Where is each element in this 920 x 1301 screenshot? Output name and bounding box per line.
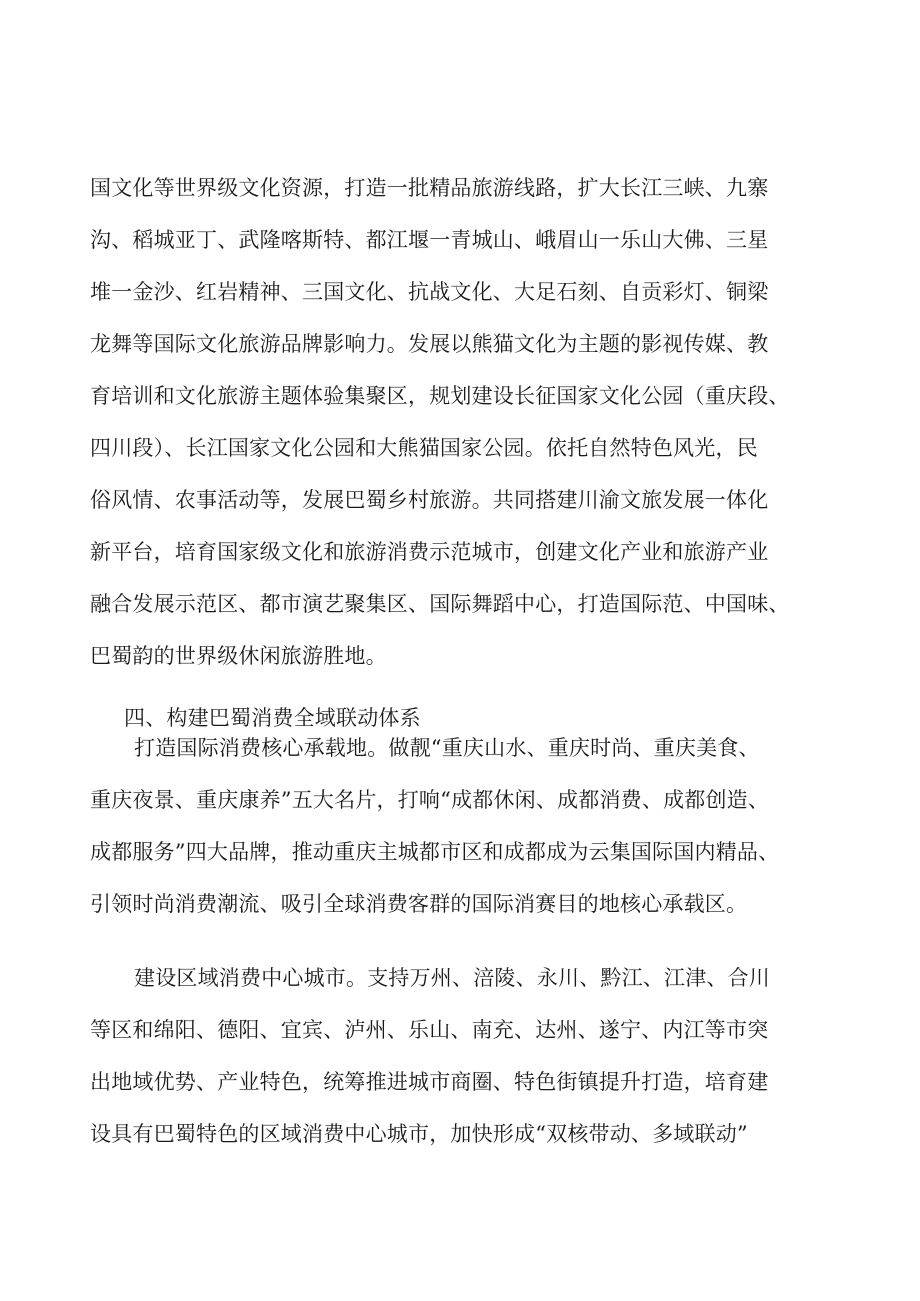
text-line: 龙舞等国际文化旅游品牌影响力。发展以熊猫文化为主题的影视传媒、教	[90, 332, 769, 356]
text-line: 打造国际消费核心承载地。做靓“重庆山水、重庆时尚、重庆美食、	[134, 736, 760, 760]
heading-text: 四、构建巴蜀消费全域联动体系	[124, 706, 421, 730]
text-line: 育培训和文化旅游主题体验集聚区，规划建设长征国家文化公园（重庆段、	[90, 384, 790, 408]
text-line: 堆一金沙、红岩精神、三国文化、抗战文化、大足石刻、自贡彩灯、铜梁	[90, 280, 769, 304]
text-line: 巴蜀韵的世界级休闲旅游胜地。	[90, 644, 387, 668]
paragraph-cultural-tourism	[90, 162, 850, 682]
text-line: 设具有巴蜀特色的区域消费中心城市，加快形成“双核带动、多域联动”	[90, 1122, 748, 1146]
text-line: 等区和绵阳、德阳、宜宾、泸州、乐山、南充、达州、遂宁、内江等市突	[90, 1018, 769, 1042]
text-line: 出地域优势、产业特色，统筹推进城市商圈、特色街镇提升打造，培育建	[90, 1070, 769, 1094]
text-line: 融合发展示范区、都市演艺聚集区、国际舞蹈中心，打造国际范、中国味、	[90, 592, 790, 616]
text-line: 重庆夜景、重庆康养”五大名片，打响“成都休闲、成都消费、成都创造、	[90, 788, 770, 812]
paragraph-core-carrier	[90, 722, 850, 930]
text-line: 国文化等世界级文化资源，打造一批精品旅游线路，扩大长江三峡、九寨	[90, 176, 769, 200]
text-line: 建设区域消费中心城市。支持万州、涪陵、永川、黔江、江津、合川	[134, 966, 770, 990]
paragraph-regional-centers	[90, 952, 850, 1160]
text-line: 沟、稻城亚丁、武隆喀斯特、都江堰一青城山、峨眉山一乐山大佛、三星	[90, 228, 769, 252]
text-line: 引领时尚消费潮流、吸引全球消费客群的国际消赛目的地核心承载区。	[90, 892, 748, 916]
text-line: 新平台，培育国家级文化和旅游消费示范城市，创建文化产业和旅游产业	[90, 540, 769, 564]
text-line: 俗风情、农事活动等，发展巴蜀乡村旅游。共同搭建川渝文旅发展一体化	[90, 488, 769, 512]
text-line: 四川段）、长江国家文化公园和大熊猫国家公园。依托自然特色风光，民	[90, 436, 758, 460]
text-line: 成都服务”四大品牌，推动重庆主城都市区和成都成为云集国际国内精品、	[90, 840, 780, 864]
